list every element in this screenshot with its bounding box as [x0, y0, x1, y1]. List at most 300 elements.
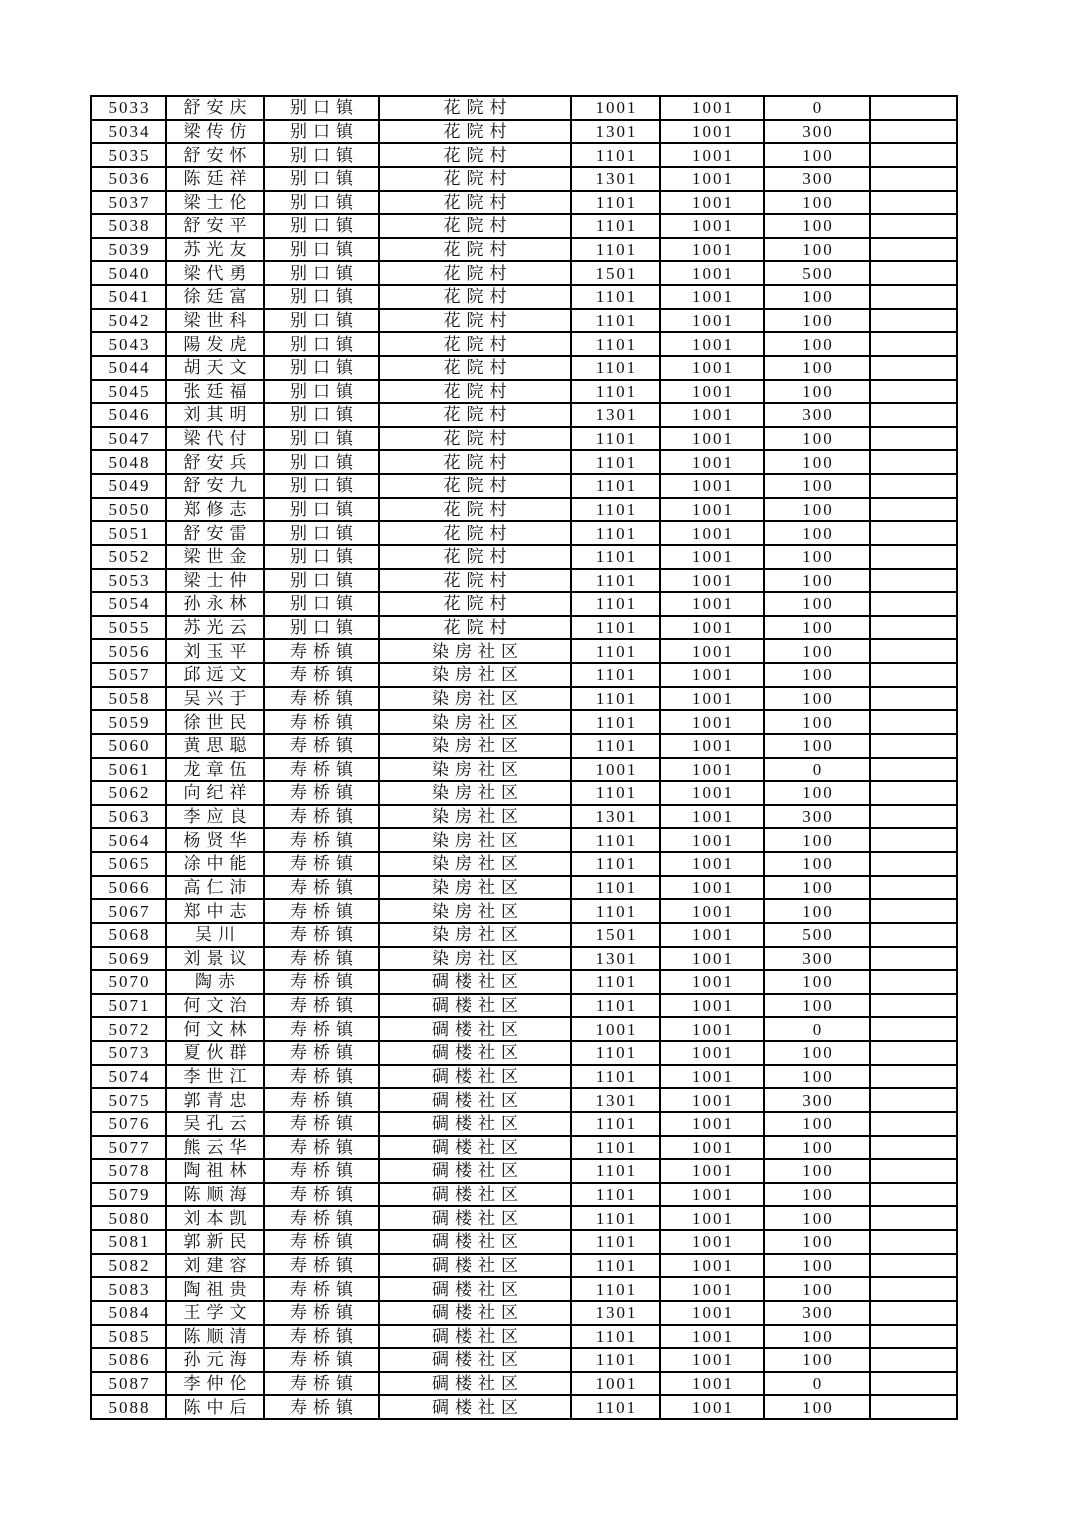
cell-amount-extra: 100	[764, 1112, 870, 1136]
cell-town: 寿桥镇	[264, 1017, 379, 1041]
cell-amount-base: 1001	[660, 332, 764, 356]
cell-name: 舒安平	[166, 214, 264, 238]
cell-town: 寿桥镇	[264, 1325, 379, 1349]
cell-name: 苏光云	[166, 616, 264, 640]
cell-blank	[870, 1183, 957, 1207]
cell-amount-base: 1001	[660, 1159, 764, 1183]
cell-amount-standard: 1101	[571, 1183, 660, 1207]
table-row	[91, 96, 957, 120]
cell-serial: 5052	[91, 545, 166, 569]
table-row	[91, 1254, 957, 1278]
cell-serial: 5044	[91, 356, 166, 380]
cell-serial: 5078	[91, 1159, 166, 1183]
cell-amount-extra: 100	[764, 970, 870, 994]
cell-amount-extra: 100	[764, 1041, 870, 1065]
cell-town: 寿桥镇	[264, 1206, 379, 1230]
cell-amount-extra: 100	[764, 238, 870, 262]
cell-amount-standard: 1001	[571, 96, 660, 120]
cell-name: 吴孔云	[166, 1112, 264, 1136]
cell-blank	[870, 710, 957, 734]
cell-amount-standard: 1301	[571, 403, 660, 427]
cell-blank	[870, 1230, 957, 1254]
cell-name: 向纪祥	[166, 781, 264, 805]
cell-amount-base: 1001	[660, 828, 764, 852]
cell-name: 李应良	[166, 805, 264, 829]
cell-town: 别口镇	[264, 309, 379, 333]
cell-village: 花院村	[379, 498, 571, 522]
cell-town: 别口镇	[264, 143, 379, 167]
cell-blank	[870, 1065, 957, 1089]
cell-name: 刘其明	[166, 403, 264, 427]
cell-amount-base: 1001	[660, 450, 764, 474]
cell-blank	[870, 261, 957, 285]
cell-serial: 5041	[91, 285, 166, 309]
cell-village: 染房社区	[379, 639, 571, 663]
cell-amount-extra: 100	[764, 828, 870, 852]
cell-blank	[870, 781, 957, 805]
cell-amount-base: 1001	[660, 474, 764, 498]
cell-village: 染房社区	[379, 876, 571, 900]
cell-blank	[870, 663, 957, 687]
cell-village: 花院村	[379, 356, 571, 380]
cell-name: 何文林	[166, 1017, 264, 1041]
cell-village: 碉楼社区	[379, 1206, 571, 1230]
cell-village: 碉楼社区	[379, 994, 571, 1018]
cell-amount-base: 1001	[660, 805, 764, 829]
table-row	[91, 332, 957, 356]
cell-village: 花院村	[379, 143, 571, 167]
cell-amount-extra: 100	[764, 1183, 870, 1207]
table-row	[91, 805, 957, 829]
cell-village: 碉楼社区	[379, 1065, 571, 1089]
cell-name: 李世江	[166, 1065, 264, 1089]
cell-name: 陈顺清	[166, 1325, 264, 1349]
table-row	[91, 1395, 957, 1419]
cell-name: 吴川	[166, 923, 264, 947]
cell-amount-extra: 0	[764, 1372, 870, 1396]
cell-serial: 5083	[91, 1277, 166, 1301]
cell-name: 吴兴于	[166, 687, 264, 711]
cell-amount-standard: 1301	[571, 1088, 660, 1112]
cell-amount-extra: 100	[764, 309, 870, 333]
cell-amount-extra: 100	[764, 876, 870, 900]
cell-amount-extra: 0	[764, 758, 870, 782]
cell-town: 寿桥镇	[264, 1112, 379, 1136]
cell-serial: 5038	[91, 214, 166, 238]
cell-amount-extra: 100	[764, 1254, 870, 1278]
cell-serial: 5039	[91, 238, 166, 262]
cell-amount-standard: 1001	[571, 758, 660, 782]
table-row	[91, 734, 957, 758]
cell-amount-base: 1001	[660, 1325, 764, 1349]
cell-town: 寿桥镇	[264, 828, 379, 852]
table-row	[91, 569, 957, 593]
cell-serial: 5064	[91, 828, 166, 852]
table-row	[91, 545, 957, 569]
cell-amount-extra: 100	[764, 1159, 870, 1183]
cell-amount-base: 1001	[660, 1136, 764, 1160]
cell-name: 陶赤	[166, 970, 264, 994]
cell-village: 花院村	[379, 450, 571, 474]
cell-serial: 5065	[91, 852, 166, 876]
cell-blank	[870, 191, 957, 215]
cell-amount-standard: 1101	[571, 1395, 660, 1419]
cell-serial: 5054	[91, 592, 166, 616]
cell-amount-extra: 100	[764, 899, 870, 923]
cell-amount-extra: 100	[764, 214, 870, 238]
cell-town: 别口镇	[264, 474, 379, 498]
cell-amount-extra: 100	[764, 781, 870, 805]
cell-blank	[870, 450, 957, 474]
cell-blank	[870, 876, 957, 900]
cell-amount-standard: 1301	[571, 947, 660, 971]
cell-town: 寿桥镇	[264, 1041, 379, 1065]
cell-amount-extra: 100	[764, 545, 870, 569]
cell-town: 寿桥镇	[264, 1348, 379, 1372]
cell-amount-extra: 100	[764, 1325, 870, 1349]
table-row	[91, 167, 957, 191]
cell-town: 寿桥镇	[264, 1183, 379, 1207]
cell-amount-standard: 1301	[571, 120, 660, 144]
cell-amount-standard: 1101	[571, 143, 660, 167]
cell-amount-extra: 100	[764, 663, 870, 687]
cell-amount-extra: 100	[764, 1136, 870, 1160]
cell-amount-base: 1001	[660, 758, 764, 782]
table-row	[91, 474, 957, 498]
cell-serial: 5056	[91, 639, 166, 663]
cell-amount-base: 1001	[660, 1254, 764, 1278]
table-row	[91, 828, 957, 852]
cell-village: 花院村	[379, 214, 571, 238]
table-row	[91, 923, 957, 947]
cell-blank	[870, 1348, 957, 1372]
cell-town: 寿桥镇	[264, 639, 379, 663]
cell-amount-base: 1001	[660, 545, 764, 569]
cell-name: 陈中后	[166, 1395, 264, 1419]
table-row	[91, 1372, 957, 1396]
cell-blank	[870, 1112, 957, 1136]
cell-village: 染房社区	[379, 805, 571, 829]
cell-blank	[870, 1395, 957, 1419]
table-row	[91, 970, 957, 994]
cell-amount-extra: 100	[764, 639, 870, 663]
cell-amount-extra: 100	[764, 1206, 870, 1230]
cell-serial: 5073	[91, 1041, 166, 1065]
table-row	[91, 1277, 957, 1301]
cell-name: 陶祖贵	[166, 1277, 264, 1301]
cell-serial: 5062	[91, 781, 166, 805]
cell-amount-base: 1001	[660, 96, 764, 120]
cell-village: 花院村	[379, 120, 571, 144]
cell-blank	[870, 805, 957, 829]
cell-blank	[870, 332, 957, 356]
cell-name: 陈顺海	[166, 1183, 264, 1207]
cell-village: 碉楼社区	[379, 1254, 571, 1278]
cell-amount-extra: 300	[764, 1301, 870, 1325]
table-row	[91, 120, 957, 144]
cell-village: 碉楼社区	[379, 1183, 571, 1207]
cell-amount-standard: 1101	[571, 545, 660, 569]
cell-name: 杨贤华	[166, 828, 264, 852]
cell-blank	[870, 592, 957, 616]
cell-village: 碉楼社区	[379, 1325, 571, 1349]
cell-amount-standard: 1101	[571, 899, 660, 923]
cell-amount-base: 1001	[660, 356, 764, 380]
cell-amount-standard: 1101	[571, 592, 660, 616]
cell-amount-extra: 100	[764, 285, 870, 309]
cell-town: 别口镇	[264, 450, 379, 474]
cell-amount-standard: 1101	[571, 781, 660, 805]
table-row	[91, 758, 957, 782]
cell-town: 别口镇	[264, 592, 379, 616]
cell-amount-base: 1001	[660, 498, 764, 522]
cell-town: 寿桥镇	[264, 1277, 379, 1301]
cell-name: 黄思聪	[166, 734, 264, 758]
table-row	[91, 214, 957, 238]
cell-town: 寿桥镇	[264, 781, 379, 805]
cell-amount-standard: 1101	[571, 639, 660, 663]
cell-amount-standard: 1101	[571, 616, 660, 640]
cell-town: 寿桥镇	[264, 734, 379, 758]
cell-amount-base: 1001	[660, 521, 764, 545]
cell-name: 郭青忠	[166, 1088, 264, 1112]
cell-village: 染房社区	[379, 710, 571, 734]
cell-serial: 5069	[91, 947, 166, 971]
table-row	[91, 498, 957, 522]
cell-amount-base: 1001	[660, 592, 764, 616]
cell-name: 陶祖林	[166, 1159, 264, 1183]
cell-name: 郭新民	[166, 1230, 264, 1254]
cell-amount-base: 1001	[660, 710, 764, 734]
cell-amount-extra: 100	[764, 1277, 870, 1301]
cell-amount-standard: 1101	[571, 1206, 660, 1230]
cell-blank	[870, 120, 957, 144]
cell-amount-base: 1001	[660, 238, 764, 262]
cell-amount-base: 1001	[660, 852, 764, 876]
cell-town: 寿桥镇	[264, 899, 379, 923]
cell-town: 寿桥镇	[264, 663, 379, 687]
table-row	[91, 285, 957, 309]
cell-town: 别口镇	[264, 521, 379, 545]
cell-serial: 5040	[91, 261, 166, 285]
cell-amount-extra: 100	[764, 450, 870, 474]
cell-blank	[870, 1136, 957, 1160]
table-row	[91, 592, 957, 616]
cell-amount-base: 1001	[660, 1230, 764, 1254]
cell-amount-standard: 1101	[571, 1136, 660, 1160]
cell-name: 徐世民	[166, 710, 264, 734]
cell-blank	[870, 309, 957, 333]
cell-serial: 5077	[91, 1136, 166, 1160]
table-row	[91, 380, 957, 404]
table-row	[91, 1112, 957, 1136]
cell-name: 梁传仿	[166, 120, 264, 144]
cell-amount-extra: 100	[764, 498, 870, 522]
cell-amount-base: 1001	[660, 1017, 764, 1041]
cell-amount-standard: 1101	[571, 1254, 660, 1278]
table-row	[91, 1017, 957, 1041]
table-row	[91, 899, 957, 923]
cell-town: 寿桥镇	[264, 1230, 379, 1254]
cell-town: 别口镇	[264, 214, 379, 238]
table-row	[91, 710, 957, 734]
cell-blank	[870, 639, 957, 663]
cell-name: 邱远文	[166, 663, 264, 687]
cell-amount-base: 1001	[660, 1112, 764, 1136]
cell-name: 何文治	[166, 994, 264, 1018]
cell-amount-base: 1001	[660, 285, 764, 309]
cell-name: 孙永林	[166, 592, 264, 616]
cell-amount-base: 1001	[660, 994, 764, 1018]
cell-amount-base: 1001	[660, 1088, 764, 1112]
table-row	[91, 1230, 957, 1254]
table-row	[91, 876, 957, 900]
cell-amount-base: 1001	[660, 1301, 764, 1325]
cell-amount-extra: 100	[764, 710, 870, 734]
cell-serial: 5087	[91, 1372, 166, 1396]
cell-amount-extra: 100	[764, 332, 870, 356]
cell-serial: 5061	[91, 758, 166, 782]
cell-village: 花院村	[379, 261, 571, 285]
cell-amount-standard: 1101	[571, 852, 660, 876]
cell-village: 花院村	[379, 616, 571, 640]
cell-amount-extra: 300	[764, 167, 870, 191]
table-row	[91, 639, 957, 663]
cell-village: 碉楼社区	[379, 1372, 571, 1396]
records-table-body	[91, 96, 957, 1419]
cell-blank	[870, 380, 957, 404]
cell-village: 碉楼社区	[379, 1348, 571, 1372]
cell-blank	[870, 1301, 957, 1325]
cell-amount-base: 1001	[660, 734, 764, 758]
cell-town: 寿桥镇	[264, 710, 379, 734]
cell-amount-standard: 1101	[571, 332, 660, 356]
cell-blank	[870, 616, 957, 640]
cell-serial: 5071	[91, 994, 166, 1018]
cell-blank	[870, 758, 957, 782]
cell-blank	[870, 970, 957, 994]
cell-amount-extra: 100	[764, 427, 870, 451]
cell-village: 花院村	[379, 238, 571, 262]
cell-amount-standard: 1101	[571, 970, 660, 994]
cell-amount-base: 1001	[660, 781, 764, 805]
cell-town: 别口镇	[264, 569, 379, 593]
cell-serial: 5076	[91, 1112, 166, 1136]
table-row	[91, 1088, 957, 1112]
cell-blank	[870, 403, 957, 427]
cell-town: 别口镇	[264, 238, 379, 262]
cell-village: 染房社区	[379, 687, 571, 711]
cell-blank	[870, 923, 957, 947]
cell-amount-base: 1001	[660, 1183, 764, 1207]
table-row	[91, 238, 957, 262]
cell-blank	[870, 852, 957, 876]
cell-village: 花院村	[379, 474, 571, 498]
cell-amount-extra: 100	[764, 474, 870, 498]
cell-amount-extra: 0	[764, 1017, 870, 1041]
table-row	[91, 1206, 957, 1230]
cell-village: 碉楼社区	[379, 1159, 571, 1183]
cell-serial: 5033	[91, 96, 166, 120]
cell-amount-base: 1001	[660, 1277, 764, 1301]
cell-amount-extra: 100	[764, 1065, 870, 1089]
cell-town: 寿桥镇	[264, 805, 379, 829]
cell-town: 寿桥镇	[264, 1395, 379, 1419]
cell-amount-standard: 1101	[571, 1325, 660, 1349]
cell-name: 刘景议	[166, 947, 264, 971]
cell-serial: 5066	[91, 876, 166, 900]
cell-amount-standard: 1501	[571, 261, 660, 285]
cell-blank	[870, 167, 957, 191]
cell-blank	[870, 734, 957, 758]
cell-amount-standard: 1101	[571, 828, 660, 852]
table-row	[91, 143, 957, 167]
cell-amount-standard: 1501	[571, 923, 660, 947]
cell-village: 花院村	[379, 427, 571, 451]
cell-serial: 5053	[91, 569, 166, 593]
cell-town: 寿桥镇	[264, 1159, 379, 1183]
cell-serial: 5086	[91, 1348, 166, 1372]
cell-village: 染房社区	[379, 781, 571, 805]
cell-serial: 5072	[91, 1017, 166, 1041]
cell-serial: 5035	[91, 143, 166, 167]
cell-amount-extra: 100	[764, 734, 870, 758]
cell-village: 花院村	[379, 569, 571, 593]
table-row	[91, 1041, 957, 1065]
table-row	[91, 994, 957, 1018]
cell-serial: 5046	[91, 403, 166, 427]
cell-amount-base: 1001	[660, 970, 764, 994]
cell-amount-extra: 300	[764, 805, 870, 829]
cell-name: 舒安九	[166, 474, 264, 498]
cell-serial: 5080	[91, 1206, 166, 1230]
cell-amount-standard: 1101	[571, 1230, 660, 1254]
cell-village: 染房社区	[379, 947, 571, 971]
cell-village: 花院村	[379, 309, 571, 333]
cell-name: 刘玉平	[166, 639, 264, 663]
cell-name: 刘本凯	[166, 1206, 264, 1230]
cell-blank	[870, 1254, 957, 1278]
cell-amount-base: 1001	[660, 403, 764, 427]
cell-amount-base: 1001	[660, 1065, 764, 1089]
cell-name: 梁士仲	[166, 569, 264, 593]
cell-town: 别口镇	[264, 261, 379, 285]
cell-blank	[870, 143, 957, 167]
cell-village: 碉楼社区	[379, 1136, 571, 1160]
cell-village: 碉楼社区	[379, 1301, 571, 1325]
cell-serial: 5088	[91, 1395, 166, 1419]
cell-name: 梁世金	[166, 545, 264, 569]
cell-name: 梁代付	[166, 427, 264, 451]
cell-town: 寿桥镇	[264, 1254, 379, 1278]
cell-village: 花院村	[379, 191, 571, 215]
cell-name: 刘建容	[166, 1254, 264, 1278]
cell-name: 郑中志	[166, 899, 264, 923]
cell-amount-standard: 1101	[571, 474, 660, 498]
cell-amount-base: 1001	[660, 639, 764, 663]
cell-town: 别口镇	[264, 427, 379, 451]
cell-amount-standard: 1101	[571, 1041, 660, 1065]
cell-blank	[870, 1017, 957, 1041]
cell-amount-base: 1001	[660, 427, 764, 451]
cell-name: 王学文	[166, 1301, 264, 1325]
cell-amount-standard: 1101	[571, 1159, 660, 1183]
table-row	[91, 947, 957, 971]
cell-blank	[870, 285, 957, 309]
cell-town: 寿桥镇	[264, 876, 379, 900]
table-row	[91, 1136, 957, 1160]
cell-blank	[870, 899, 957, 923]
